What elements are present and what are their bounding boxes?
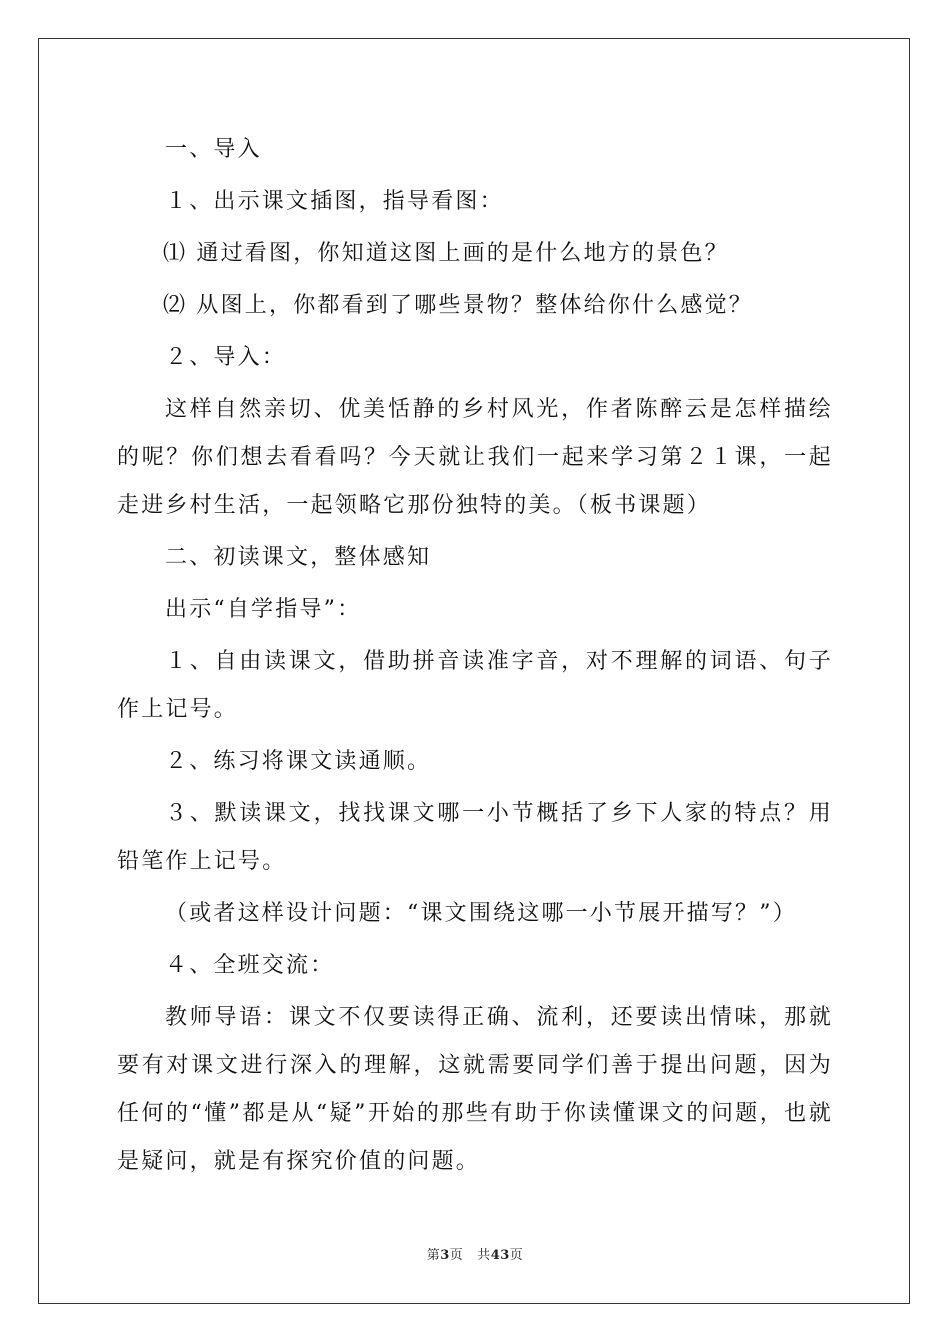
total-pages: 43 [490, 1248, 510, 1263]
body-paragraph: （或者这样设计问题：“课文围绕这哪一小节展开描写？”） [165, 901, 797, 926]
section-heading-intro: 一、导入 [165, 137, 262, 162]
page-prefix: 第 [426, 1248, 441, 1263]
body-paragraph: 出示“自学指导”： [165, 597, 362, 622]
list-item: ⑵ 从图上，你都看到了哪些景物？整体给你什么感觉？ [163, 293, 753, 318]
list-item: ⑴ 通过看图，你知道这图上画的是什么地方的景色？ [163, 241, 729, 266]
body-paragraph: 教师导语：课文不仅要读得正确、流利，还要读出情味，那就要有对课文进行深入的理解，这就需要同学们善于提出问题，因为任何的“懂”都是从“疑”开始的那些有助于你读懂课文的问题，也就是疑问，就是有探究价值的问题。 [117, 1005, 833, 1174]
list-item: ３、默读课文，找找课文哪一小节概括了乡下人家的特点？用铅笔作上记号。 [117, 801, 833, 874]
section-heading-reading: 二、初读课文，整体感知 [165, 545, 432, 570]
list-item: ４、全班交流： [165, 953, 335, 978]
list-item: １、出示课文插图，指导看图： [165, 189, 504, 214]
total-suffix: 页 [509, 1248, 524, 1263]
list-item: ２、练习将课文读通顺。 [165, 749, 432, 774]
list-item: ２、导入： [165, 345, 287, 370]
document-body [117, 126, 833, 1190]
total-prefix: 共 [477, 1248, 491, 1263]
page-footer [0, 1244, 950, 1263]
list-item: １、自由读课文，借助拼音读准字音，对不理解的词语、句子作上记号。 [117, 649, 833, 722]
page-suffix: 页 [449, 1248, 464, 1263]
body-paragraph: 这样自然亲切、优美恬静的乡村风光，作者陈醉云是怎样描绘的呢？你们想去看看吗？今天就让我们一起来学习第２１课，一起走进乡村生活，一起领略它那份独特的美。（板书课题） [117, 397, 833, 518]
page-number: 3 [440, 1248, 450, 1263]
